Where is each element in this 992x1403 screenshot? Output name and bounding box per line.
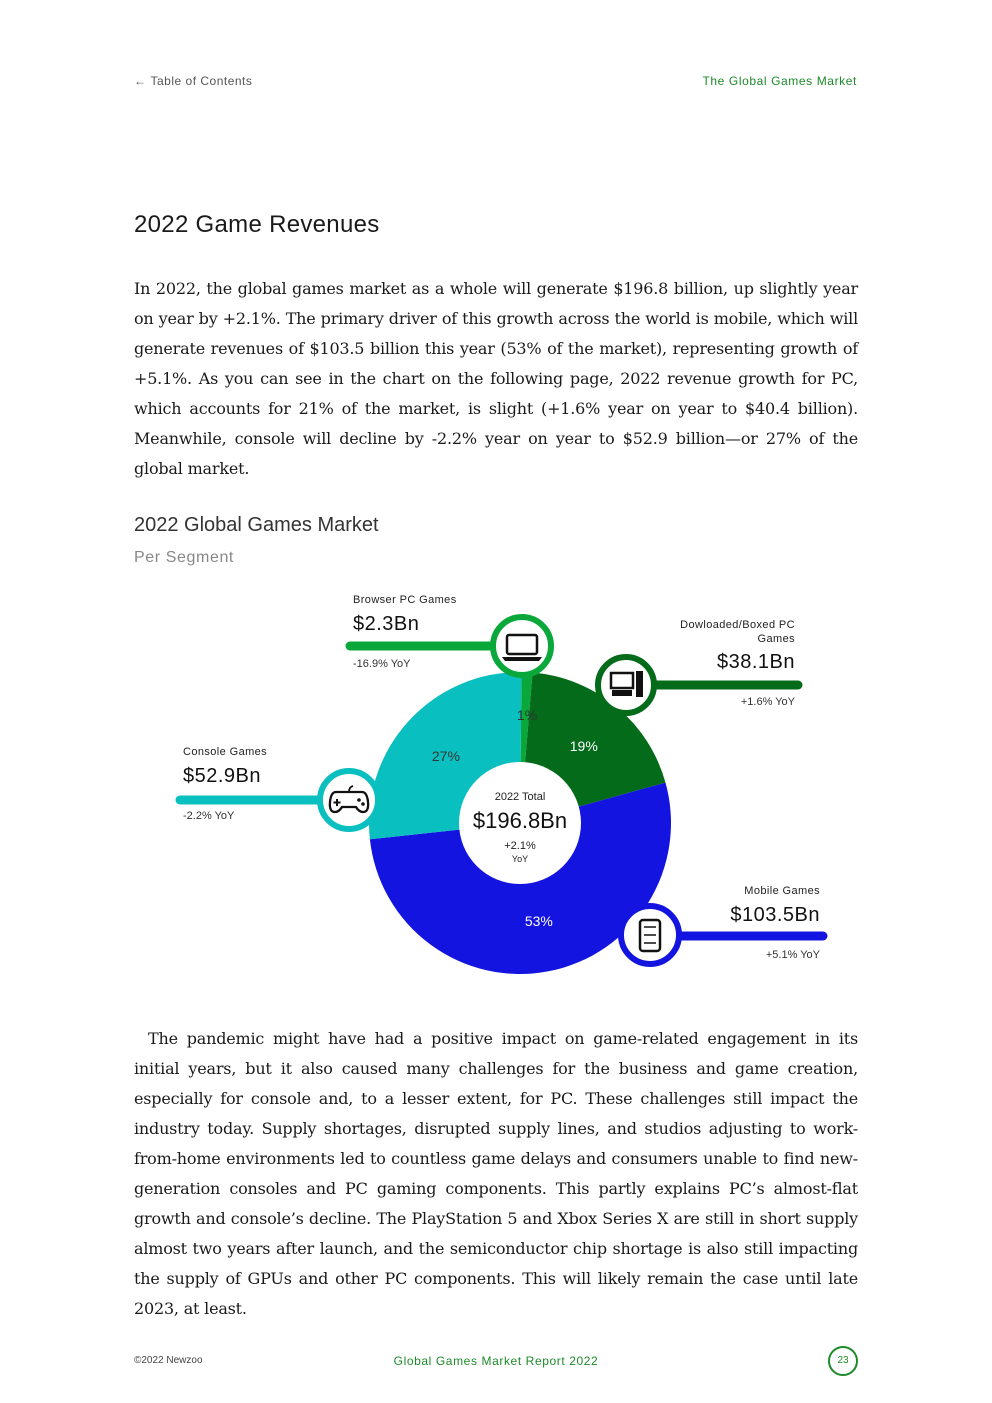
slice-label-desktop-pc: 19% bbox=[569, 737, 598, 754]
browser-pc-label: Browser PC Games bbox=[353, 594, 457, 606]
body-paragraph: The pandemic might have had a positive impact on game-related engagement in its initial years, but it also caused many challenges for the business and game creation, especially for console and, to a lesser extent, for PC. These challenges still impact the industry today. Supply shortages, disrupted supply lines, and studios adjusting to work-from-home environments led to countless game delays and consumers unable to find new-generation consoles and PC gaming components. This partly explains PC’s almost-flat growth and console’s decline. The PlayStation 5 and Xbox Series X are still in short supply almost two years after launch, and the semiconductor chip shortage is also still impacting the supply of GPUs and other PC components. This will likely remain the case until late 2023, at least. bbox=[134, 1029, 858, 1318]
boxed-pc-yoy: +1.6% YoY bbox=[740, 696, 795, 708]
back-arrow-icon: ← bbox=[134, 74, 147, 88]
console-value: $52.9Bn bbox=[183, 765, 262, 787]
page-number: 23 bbox=[828, 1346, 858, 1376]
chart-title: 2022 Global Games Market bbox=[134, 514, 379, 536]
browser-pc-yoy: -16.9% YoY bbox=[353, 658, 411, 670]
center-growth: +2.1% bbox=[504, 840, 536, 852]
page-title: 2022 Game Revenues bbox=[134, 211, 380, 238]
gamepad-icon bbox=[320, 771, 378, 829]
console-label: Console Games bbox=[183, 746, 268, 758]
mobile-label: Mobile Games bbox=[744, 885, 820, 897]
boxed-pc-value: $38.1Bn bbox=[716, 651, 795, 673]
desktop-pc-icon bbox=[598, 657, 654, 713]
boxed-pc-label: Dowloaded/Boxed PC Games bbox=[680, 619, 795, 645]
browser-pc-value: $2.3Bn bbox=[353, 613, 420, 635]
slice-label-gamepad: 27% bbox=[431, 747, 460, 764]
center-value: $196.8Bn bbox=[472, 808, 568, 833]
section-title: The Global Games Market bbox=[702, 74, 857, 88]
laptop-icon bbox=[493, 617, 551, 675]
copyright: ©2022 Newzoo bbox=[134, 1355, 203, 1366]
console-yoy: -2.2% YoY bbox=[183, 810, 235, 822]
intro-paragraph: In 2022, the global games market as a whole will generate $196.8 billion, up slightly year on year by +2.1%. The primary driver of this growth across the world is mobile, which will generate revenues of $103.5 billion this year (53% of the market), representing growth of +5.1%. As you can see in the chart on the following page, 2022 revenue growth for PC, which accounts for 21% of the market, is slight (+1.6% year on year to $40.4 billion). Meanwhile, console will decline by -2.2% year on year to $52.9 billion—or 27% of the global market. bbox=[134, 279, 858, 478]
chart-subtitle: Per Segment bbox=[134, 549, 234, 566]
mobile-yoy: +5.1% YoY bbox=[765, 949, 820, 961]
table-of-contents-label: Table of Contents bbox=[150, 74, 253, 88]
mobile-value: $103.5Bn bbox=[730, 904, 820, 926]
center-growth-unit: YoY bbox=[511, 854, 529, 864]
report-title: Global Games Market Report 2022 bbox=[393, 1354, 599, 1368]
slice-label-smartphone: 53% bbox=[524, 913, 553, 930]
slice-label-laptop: 1% bbox=[516, 707, 538, 724]
center-label: 2022 Total bbox=[494, 791, 546, 803]
